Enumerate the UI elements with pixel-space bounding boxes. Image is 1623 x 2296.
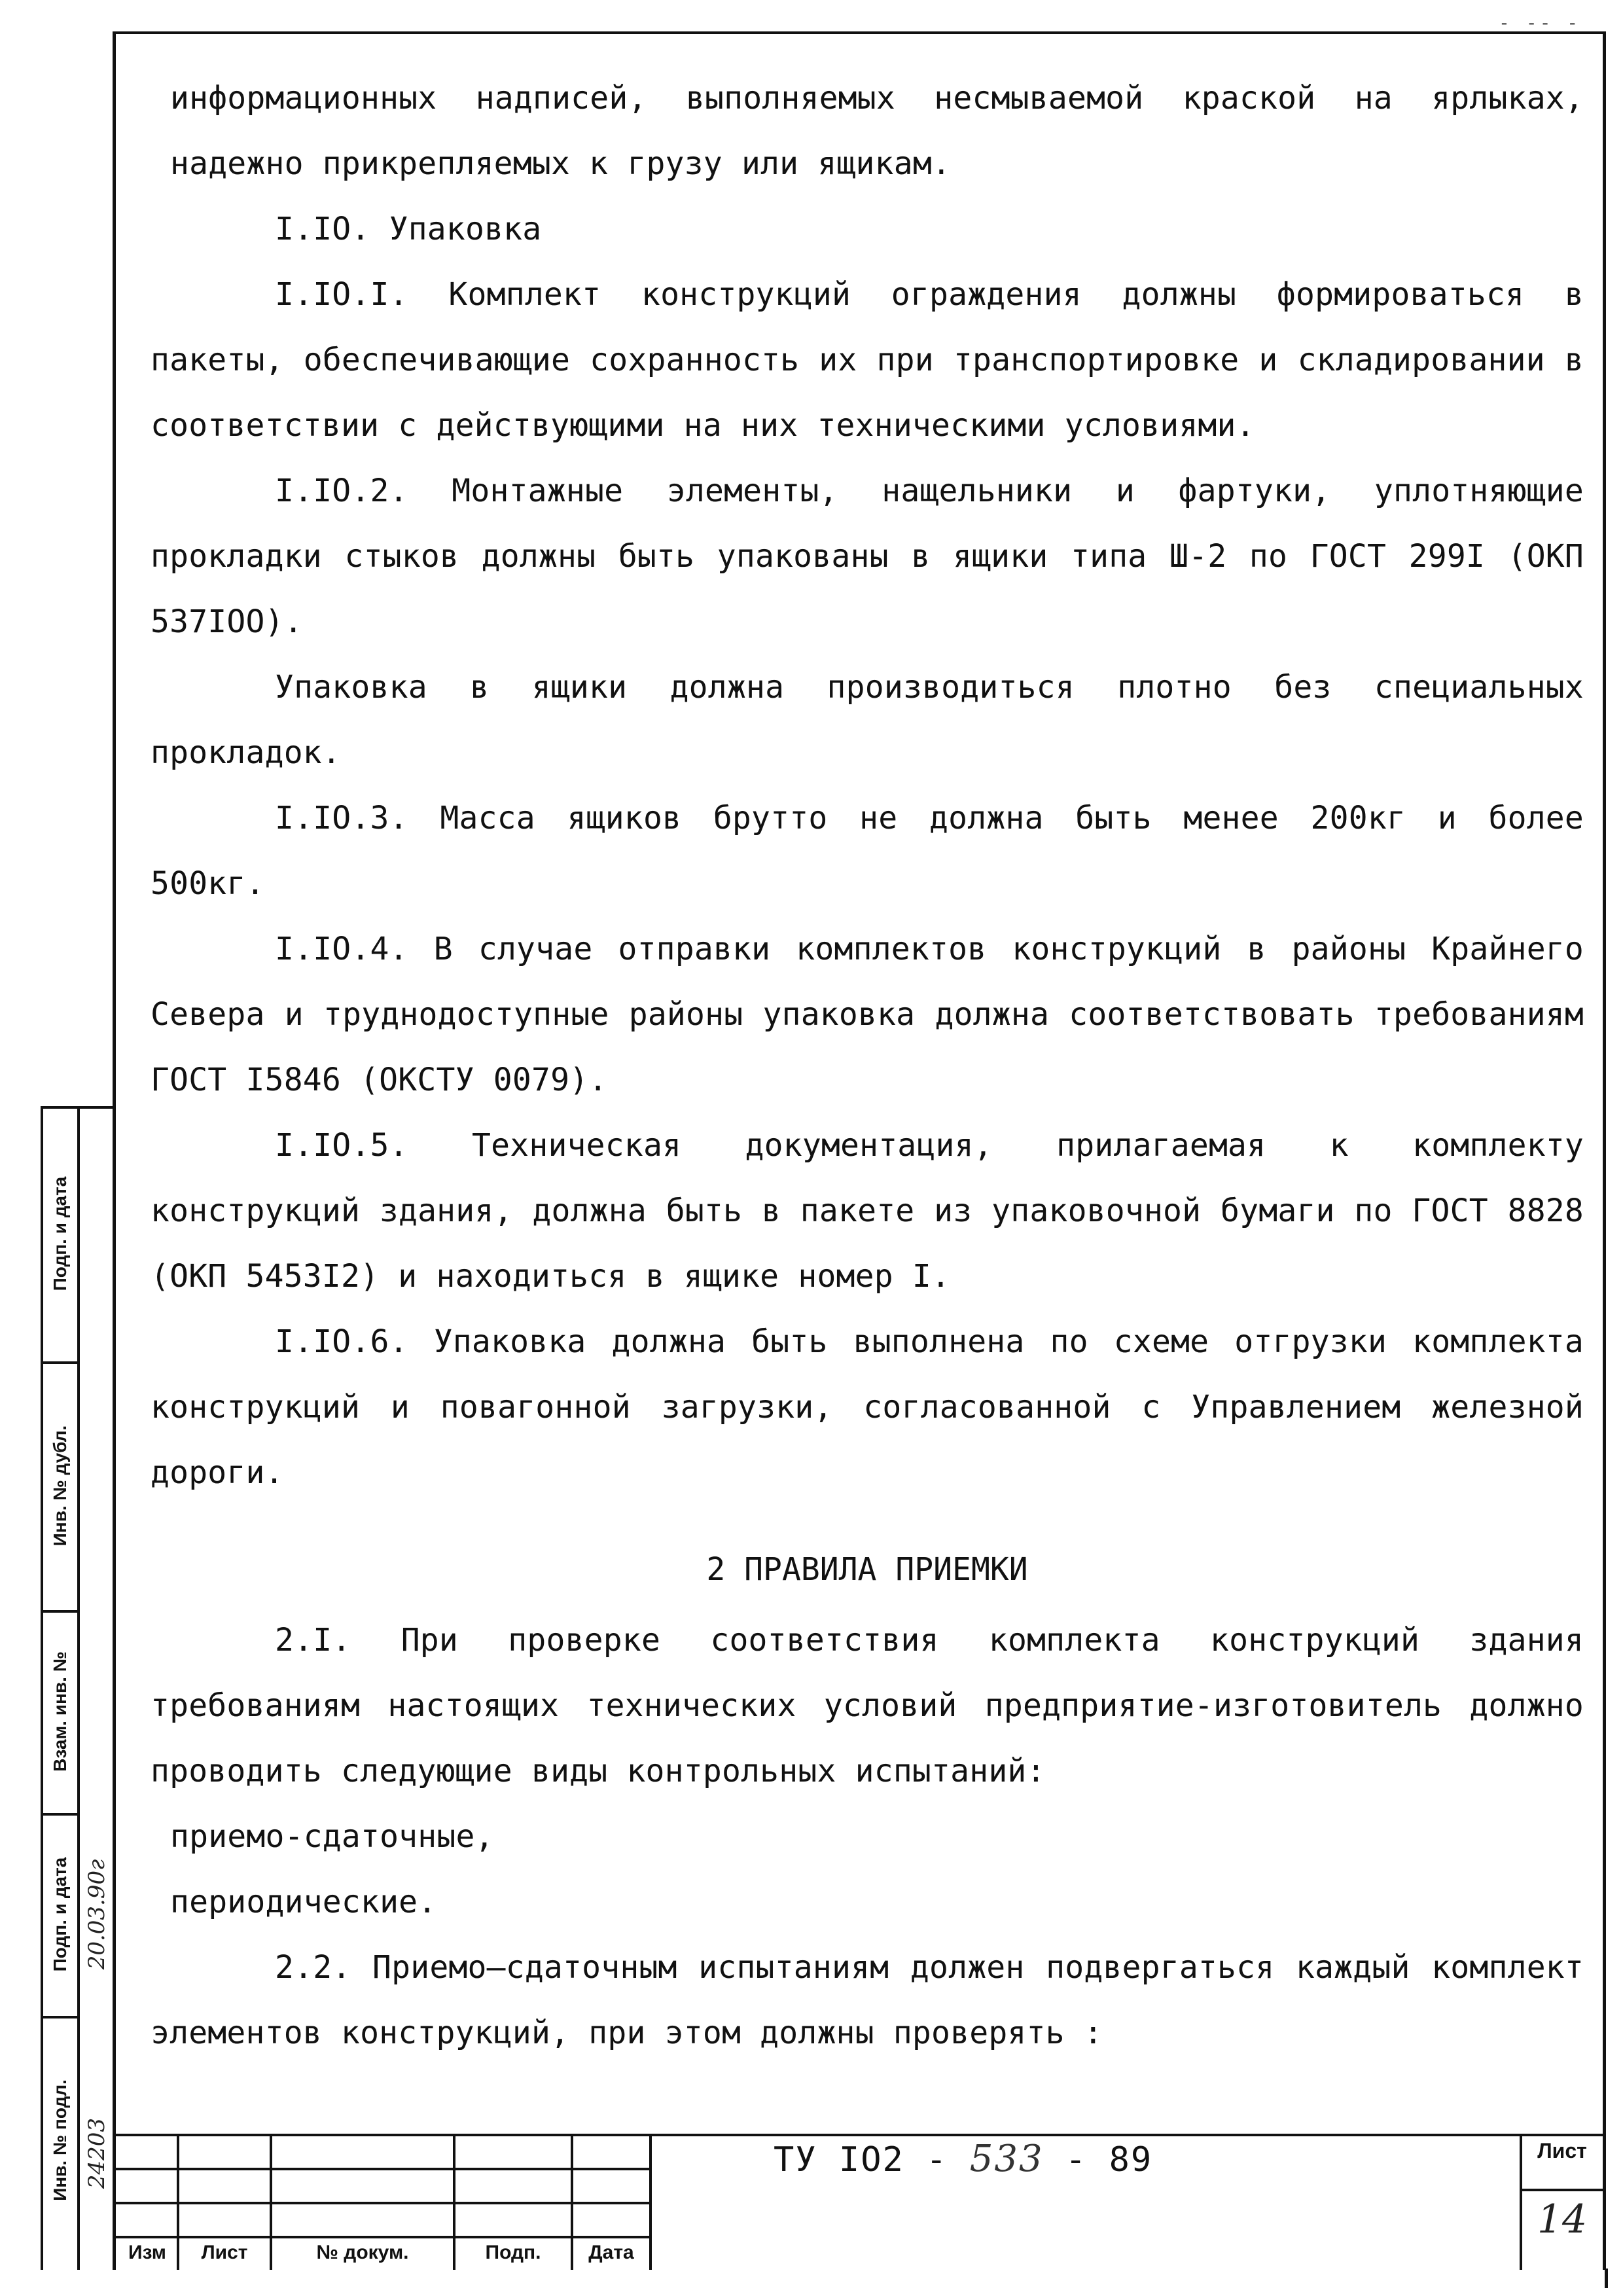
body-text: [151, 65, 1584, 2066]
header-sheet: Лист: [201, 2242, 248, 2263]
paragraph-1-10-2: I.IO.2. Монтажные элементы, нащельники и фартуки, уплотняющие прокладки стыков должны быть упакованы в ящики типа Ш-2 по ГОСТ 299I (ОКП 537IOO).: [151, 473, 1584, 640]
paragraph-1-10-6: I.IO.6. Упаковка должна быть выполнена по схеме отгрузки комплекта конструкций и повагонной загрузки, согласованной с Управлением железной дороги.: [151, 1323, 1584, 1491]
handwritten-inventory-number: 24203: [84, 2117, 110, 2189]
document-code-suffix: - 89: [1065, 2140, 1153, 2179]
strip-label-sign-date-2: Подп. и дата: [50, 1857, 70, 1972]
strip-label-original-inventory: Инв. № подл.: [50, 2079, 70, 2201]
corner-mark: - -- -: [1499, 12, 1581, 33]
header-change: Изм: [128, 2242, 166, 2263]
header-date: Дата: [588, 2242, 634, 2263]
paragraph-packing-note: Упаковка в ящики должна производиться плотно без специальных прокладок.: [151, 669, 1584, 771]
strip-label-dup-inventory: Инв. № дубл.: [50, 1425, 70, 1547]
sheet-number: 14: [1537, 2197, 1588, 2242]
paragraph-continuation: информационных надписей, выполняемых несмываемой краской на ярлыках, надежно прикрепляемых к грузу или ящикам.: [170, 80, 1584, 182]
list-item-periodic: периодические.: [170, 1884, 437, 1920]
side-stamp-strip: [41, 1106, 114, 2270]
document-code: [774, 2138, 1152, 2180]
paragraph-2-1: 2.I. При проверке соответствия комплекта конструкций здания требованиям настоящих технических условий предприятие-изготовитель должно проводить следующие виды контрольных испытаний:: [151, 1622, 1584, 1789]
sheet-label: Лист: [1537, 2139, 1587, 2162]
paragraph-1-10-5: I.IO.5. Техническая документация, прилагаемая к комплекту конструкций здания, должна быть в пакете из упаковочной бумаги по ГОСТ 8828 (ОКП 5453I2) и находиться в ящике номер I.: [151, 1127, 1584, 1295]
paragraph-1-10-3: I.IO.3. Масса ящиков брутто не должна быть менее 200кг и более 500кг.: [151, 800, 1584, 902]
document-code-prefix: ТУ IO2 -: [774, 2140, 948, 2179]
paragraph-2-2: 2.2. Приемо—сдаточным испытаниям должен подвергаться каждый комплект элементов конструкций, при этом должны проверять :: [151, 1949, 1584, 2051]
frame-tick: [1605, 2269, 1608, 2288]
handwritten-date: 20.03.90г: [84, 1859, 110, 1970]
list-item-acceptance: приемо-сдаточные,: [170, 1818, 494, 1855]
paragraph-1-10-1: I.IO.I. Комплект конструкций ограждения должны формироваться в пакеты, обеспечивающие сохранность их при транспортировке и складировании в соответствии с действующими на них техническими условиями.: [151, 276, 1584, 444]
section-title-acceptance-rules: 2 ПРАВИЛА ПРИЕМКИ: [706, 1551, 1028, 1588]
header-signature: Подп.: [485, 2242, 541, 2263]
section-heading-packaging: I.IO. Упаковка: [275, 211, 542, 247]
strip-label-sign-date: Подп. и дата: [50, 1176, 70, 1291]
title-block: [113, 2134, 1606, 2270]
document-code-number: 533: [969, 2138, 1044, 2180]
paragraph-1-10-4: I.IO.4. В случае отправки комплектов конструкций в районы Крайнего Севера и труднодоступные районы упаковка должна соответствовать требованиям ГОСТ I5846 (ОКСТУ 0079).: [151, 931, 1584, 1098]
strip-label-replace-inventory: Взам. инв. №: [50, 1651, 70, 1772]
header-doc-number: № докум.: [316, 2242, 409, 2263]
